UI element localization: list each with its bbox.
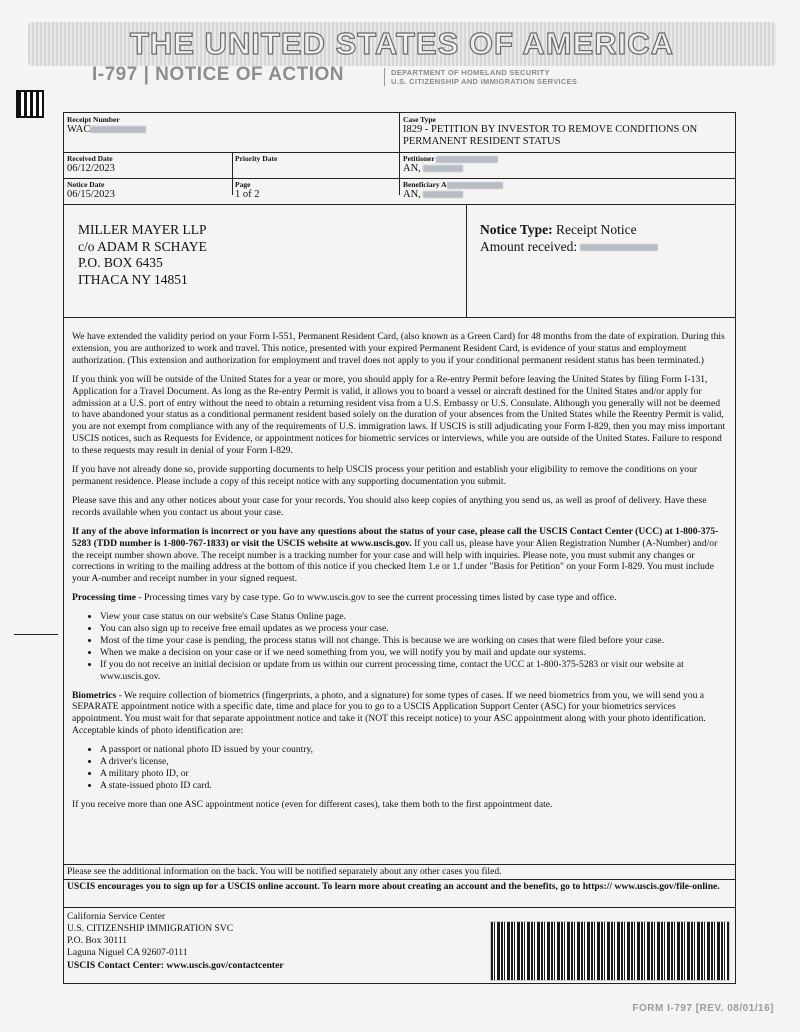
paragraph-reentry: If you think you will be outside of the United States for a year or more, you should apply for a Re-entry Permit before leaving the United States by filing Form I-131, Application for a Travel Document. As long as the Re-entry Permit is valid, it allows you to board a vessel or aircraft destined for the United States and/or apply for admission at a U.S. port of entry without the need to obtain a returning resident visa from a U.S. Embassy or U.S. Consulate. Although you generally will not be deemed to have abandoned your status as a conditional permanent resident based solely on the duration of your absences from the United States while the Reentry Permit is valid, you are not exempt from compliance with any of the requirements of U.S. immigration laws. If USCIS is still adjudicating your Form I-829, then you may miss important USCIS notices, such as Requests for Evidence, or appointment notices for biometric services or interviews, while you are outside of the United States. Failure to respond to these requests may result in denial of your Form I-829. <box>72 373 726 457</box>
case-type-label: Case Type <box>403 115 436 124</box>
list-item: • If you do not receive an initial decision or update from us within our current processing time, contact the UCC at 1-800-375-5283 or visit our website at www.uscis.gov. <box>100 659 728 683</box>
service-center-address <box>67 911 467 972</box>
department-line-2: U.S. CITIZENSHIP AND IMMIGRATION SERVICES <box>391 77 578 86</box>
list-item: • View your case status on our website's Case Status Online page. <box>100 611 728 623</box>
center-line-3: P.O. Box 30111 <box>67 934 128 946</box>
petitioner-label: Petitioner <box>403 154 733 163</box>
photo-id-list <box>72 744 728 792</box>
paragraph-extension: We have extended the validity period on your Form I-551, Permanent Resident Card, (also known as a Green Card) for 48 months from the date of expiration. During this extension, you are authorized to work and travel. This notice, presented with your expired Permanent Resident Card, is evidence of your status and employment authorization. (This extension and authorization for employment and travel does not apply to you if your conditional permanent resident status has been terminated.) <box>72 331 725 366</box>
banner-text: THE UNITED STATES OF AMERICA <box>129 26 675 61</box>
notice-date-label: Notice Date <box>67 180 105 189</box>
address-line-3: P.O. BOX 6435 <box>78 255 163 270</box>
address-line-4: ITHACA NY 14851 <box>78 271 188 287</box>
list-item: • A military photo ID, or <box>100 768 728 780</box>
page-label: Page <box>235 180 251 189</box>
page-field <box>235 180 395 201</box>
form-title: I-797 | NOTICE OF ACTION <box>92 64 345 85</box>
notice-body <box>72 331 728 818</box>
redacted-petitioner-name <box>423 165 463 172</box>
petitioner-value: AN, <box>403 163 733 175</box>
mailing-address <box>78 222 458 288</box>
center-line-2: U.S. CITIZENSHIP IMMIGRATION SVC <box>67 922 234 934</box>
redacted-petitioner-id <box>436 156 498 163</box>
receipt-number-label: Receipt Number <box>67 115 120 124</box>
paragraph-contact: If any of the above information is incorrect or you have any questions about the status of your case, please call the USCIS Contact Center (UCC) at 1-800-375-5283 (TDD number is 1-800-767-1833) or visit the USCIS website at www.uscis.gov. If you call us, please have your Alien Registration Number (A-Number) and/or the receipt number shown above. The receipt number is a tracking number for your case and will help with inquiries. Please note, you must submit any changes or corrections in writing to the mailing address at the bottom of this notice if you checked Item 1.e or 1.f under "Basis for Petition" on your Form I-829. You must include your A-number and receipt number in your signed request. <box>72 525 719 585</box>
margin-mark <box>14 634 58 635</box>
beneficiary-label: Beneficiary A <box>403 180 733 189</box>
paragraph-processing: Processing time - Processing times vary by case type. Go to www.uscis.gov to see the current processing times listed by case type and office. <box>72 592 617 604</box>
notice-type-box <box>480 222 730 255</box>
receipt-number-value: WAC <box>67 124 397 136</box>
paragraph-asc: If you receive more than one ASC appointment notice (even for different cases), take them both to the first appointment date. <box>72 798 553 810</box>
priority-date-label: Priority Date <box>235 154 278 163</box>
notice-date-field <box>67 180 227 201</box>
qr-code-icon <box>18 92 42 116</box>
received-date-field <box>67 154 227 175</box>
paragraph-documents: If you have not already done so, provide supporting documents to help USCIS process your petition and establish your eligibility to remove the conditions on your permanent residence. Please include a copy of this receipt notice with any supporting documentation you submit. <box>72 464 698 487</box>
redacted-beneficiary-name <box>423 191 463 198</box>
beneficiary-value: AN, <box>403 189 733 201</box>
page-value: 1 of 2 <box>235 189 260 200</box>
barcode-icon <box>490 921 730 981</box>
priority-date-field <box>235 154 395 163</box>
department-line-1: DEPARTMENT OF HOMELAND SECURITY <box>391 68 550 77</box>
address-line-2: c/o ADAM R SCHAYE <box>78 238 207 254</box>
address-line-1: MILLER MAYER LLP <box>78 222 207 237</box>
amount-received-line: Amount received: <box>480 239 730 256</box>
additional-info: Please see the additional information on the back. You will be notified separately about any other cases you filed. <box>67 866 502 877</box>
beneficiary-field <box>403 180 733 201</box>
contact-center: USCIS Contact Center: www.uscis.gov/contactcenter <box>67 959 284 971</box>
list-item: • A passport or national photo ID issued by your country, <box>100 744 728 756</box>
receipt-number-field <box>67 115 397 136</box>
list-item: • You can also sign up to receive free email updates as we process your case. <box>100 623 728 635</box>
paragraph-biometrics: Biometrics - We require collection of biometrics (fingerprints, a photo, and a signature) for some types of cases. If we need biometrics from you, we will send you a SEPARATE appointment notice with a specific date, time and place for you to go to a USCIS Application Support Center (ASC) for your biometrics services appointment. You must wait for that separate appointment notice and take it (NOT this receipt notice) to your ASC appointment along with your photo identification. Acceptable kinds of photo identification are: <box>72 689 706 737</box>
redacted-beneficiary-id <box>447 182 503 189</box>
list-item: • A driver's license, <box>100 756 728 768</box>
notice-date-value: 06/15/2023 <box>67 189 115 200</box>
center-line-1: California Service Center <box>67 911 166 922</box>
department-label <box>384 68 577 86</box>
redacted-receipt <box>90 126 146 133</box>
case-type-field <box>403 115 733 148</box>
form-number: FORM I-797 [REV. 08/01/16] <box>632 1003 774 1014</box>
online-account-notice: USCIS encourages you to sign up for a USCIS online account. To learn more about creating an account and the benefits, go to https:// www.uscis.gov/file-online. <box>67 881 720 892</box>
case-type-value: I829 - PETITION BY INVESTOR TO REMOVE CONDITIONS ON PERMANENT RESIDENT STATUS <box>403 124 698 147</box>
received-date-value: 06/12/2023 <box>67 163 115 174</box>
list-item: • Most of the time your case is pending, the process status will not change. This is because we are working on cases that were filed before your case. <box>100 635 728 647</box>
paragraph-records: Please save this and any other notices about your case for your records. You should also keep copies of anything you send us, as well as proof of delivery. Have these records available when you contact us about your case. <box>72 494 707 518</box>
notice-type-line: Notice Type: Receipt Notice <box>480 222 637 237</box>
redacted-amount <box>580 244 658 251</box>
received-date-label: Received Date <box>67 154 113 163</box>
processing-list <box>72 611 728 682</box>
list-item: • A state-issued photo ID card. <box>100 780 728 792</box>
list-item: • When we make a decision on your case or if we need something from you, we will notify you by mail and update our systems. <box>100 647 728 659</box>
notice-frame <box>63 112 736 984</box>
header-banner <box>28 22 776 66</box>
center-line-4: Laguna Niguel CA 92607-0111 <box>67 946 188 958</box>
petitioner-field <box>403 154 733 175</box>
